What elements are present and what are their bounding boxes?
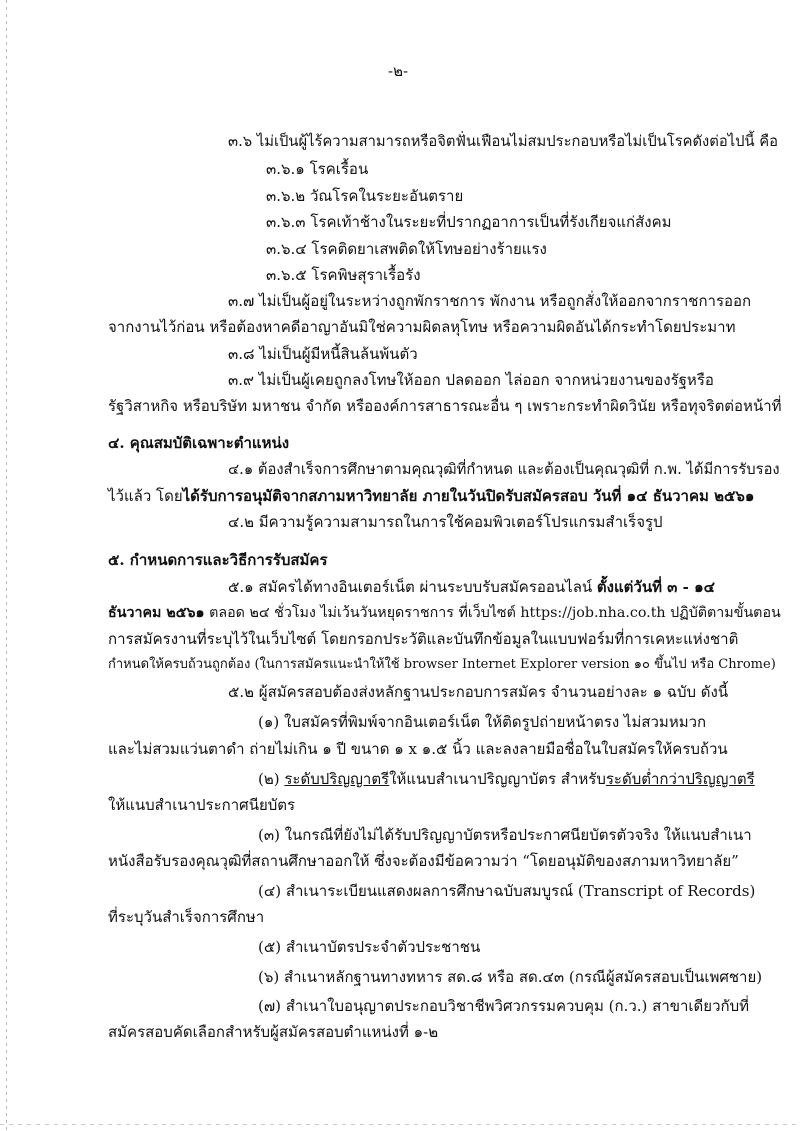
clause-5-1-website-text: ตลอด ๒๔ ชั่วโมง ไม่เว้นวันหยุดราชการ ที่เว็บไซต์ https://job.nha.co.th ปฏิบัติตามขั้นตอน [204,605,781,621]
clause-3-6-item: ๓.๖.๒ วัณโรคในระยะอันตราย [266,187,464,205]
scan-edge-left [6,0,7,1131]
clause-4-2: ๔.๒ มีความรู้ความสามารถในการใช้คอมพิวเตอร์โปรแกรมสำเร็จรูป [228,513,663,531]
clause-4-1-line2-lead: ไว้แล้ว โดย [108,487,183,505]
section-4-heading: ๔. คุณสมบัติเฉพาะตำแหน่ง [108,434,290,452]
clause-5-1-month: ธันวาคม ๒๕๖๑ [108,605,205,621]
doc-item-2-line1 [258,766,755,793]
clause-5-1-line1 [228,574,715,601]
clause-3-6-intro: ๓.๖ ไม่เป็นผู้ไร้ความสามารถหรือจิตฟั่นเฟือนไม่สมประกอบหรือไม่เป็นโรคดังต่อไปนี้ คือ [228,133,778,150]
doc-item-5: (๕) สำเนาบัตรประจำตัวประชาชน [258,938,481,956]
clause-3-6-item: ๓.๖.๑ โรคเรื้อน [266,160,369,178]
clause-3-7-line1: ๓.๗ ไม่เป็นผู้อยู่ในระหว่างถูกพักราชการ พักงาน หรือถูกสั่งให้ออกจากราชการออก [228,292,752,310]
doc-item-7-line1: (๗) สำเนาใบอนุญาตประกอบวิชาชีพวิศวกรรมควบคุม (ก.ว.) สาขาเดียวกับที่ [258,997,749,1015]
clause-5-1-start-date: ตั้งแต่วันที่ ๓ - ๑๔ [596,578,715,596]
doc-item-7-line2: สมัครสอบคัดเลือกสำหรับผู้สมัครสอบตำแหน่งที่ ๑-๒ [108,1023,439,1041]
doc-item-2-below-bachelor: ระดับต่ำกว่าปริญญาตรี [605,770,755,788]
clause-5-2: ๕.๒ ผู้สมัครสอบต้องส่งหลักฐานประกอบการสมัคร จำนวนอย่างละ ๑ ฉบับ ดังนี้ [228,683,729,701]
clause-3-7-line2: จากงานไว้ก่อน หรือต้องหาคดีอาญาอันมิใช่ความผิดลหุโทษ หรือความผิดอันได้กระทำโดยประมาท [108,318,736,336]
clause-5-1-line4: กำหนดให้ครบถ้วนถูกต้อง (ในการสมัครแนะนำให้ใช้ browser Internet Explorer version ๑๐ ขึ้นไป หรือ Chrome) [108,657,776,672]
clause-3-6-item: ๓.๖.๔ โรคติดยาเสพติดให้โทษอย่างร้ายแรง [266,240,547,258]
clause-3-8: ๓.๘ ไม่เป็นผู้มีหนี้สินล้นพ้นตัว [228,345,418,363]
doc-item-4-line2: ที่ระบุวันสำเร็จการศึกษา [108,908,265,926]
clause-5-1-line2 [108,600,781,627]
clause-4-1-line2 [108,483,754,510]
doc-item-3-line1: (๓) ในกรณีที่ยังไม่ได้รับปริญญาบัตรหรือประกาศนียบัตรตัวจริง ให้แนบสำเนา [258,826,752,844]
page-number: -๒- [388,62,409,80]
doc-item-1-line2: และไม่สวมแว่นตาดำ ถ่ายไม่เกิน ๑ ปี ขนาด ๑ x ๑.๕ นิ้ว และลงลายมือชื่อในใบสมัครให้ครบถ้วน [108,740,728,758]
clause-4-1-approval-text: ได้รับการอนุมัติจากสภามหาวิทยาลัย ภายในวันปิดรับสมัครสอบ วันที่ ๑๔ ธันวาคม ๒๕๖๑ [182,487,755,505]
doc-item-1-line1: (๑) ใบสมัครที่พิมพ์จากอินเตอร์เน็ต ให้ติดรูปถ่ายหน้าตรง ไม่สวมหมวก [258,713,707,731]
doc-item-6: (๖) สำเนาหลักฐานทางทหาร สด.๘ หรือ สด.๔๓ (กรณีผู้สมัครสอบเป็นเพศชาย) [258,968,763,986]
doc-item-2-line2: ให้แนบสำเนาประกาศนียบัตร [108,796,296,814]
doc-item-2-number: (๒) [258,770,285,788]
clause-3-9-line2: รัฐวิสาหกิจ หรือบริษัท มหาชน จำกัด หรือองค์การสาธารณะอื่น ๆ เพราะกระทำผิดวินัย หรือทุจริตต่อหน้าที่ [108,397,782,415]
doc-item-3-line2: หนังสือรับรองคุณวุฒิที่สถานศึกษาออกให้ ซึ่งจะต้องมีข้อความว่า “โดยอนุมัติของสภามหาวิทยาลัย” [108,852,739,870]
clause-4-1-line1: ๔.๑ ต้องสำเร็จการศึกษาตามคุณวุฒิที่กำหนด และต้องเป็นคุณวุฒิที่ ก.พ. ได้มีการรับรอง [228,461,780,478]
clause-3-6-item: ๓.๖.๓ โรคเท้าช้างในระยะที่ปรากฏอาการเป็นที่รังเกียจแก่สังคม [266,213,672,231]
clause-5-1-lead: ๕.๑ สมัครได้ทางอินเตอร์เน็ต ผ่านระบบรับสมัครออนไลน์ [228,578,597,596]
doc-item-4-line1: (๔) สำเนาระเบียนแสดงผลการศึกษาฉบับสมบูรณ์ (Transcript of Records) [258,882,756,900]
scan-edge-bottom [0,1124,800,1125]
clause-3-6-item: ๓.๖.๕ โรคพิษสุราเรื้อรัง [266,266,421,284]
clause-3-9-line1: ๓.๙ ไม่เป็นผู้เคยถูกลงโทษให้ออก ปลดออก ไล่ออก จากหน่วยงานของรัฐหรือ [228,371,714,389]
section-5-heading: ๕. กำหนดการและวิธีการรับสมัคร [108,551,328,569]
doc-item-2-middle: ให้แนบสำเนาปริญญาบัตร สำหรับ [389,770,606,788]
clause-5-1-line3: การสมัครงานที่ระบุไว้ในเว็บไซต์ โดยกรอกประวัติและบันทึกข้อมูลในแบบฟอร์มที่การเคหะแห่งชาติ [108,630,739,648]
doc-item-2-bachelor: ระดับปริญญาตรี [284,770,390,788]
